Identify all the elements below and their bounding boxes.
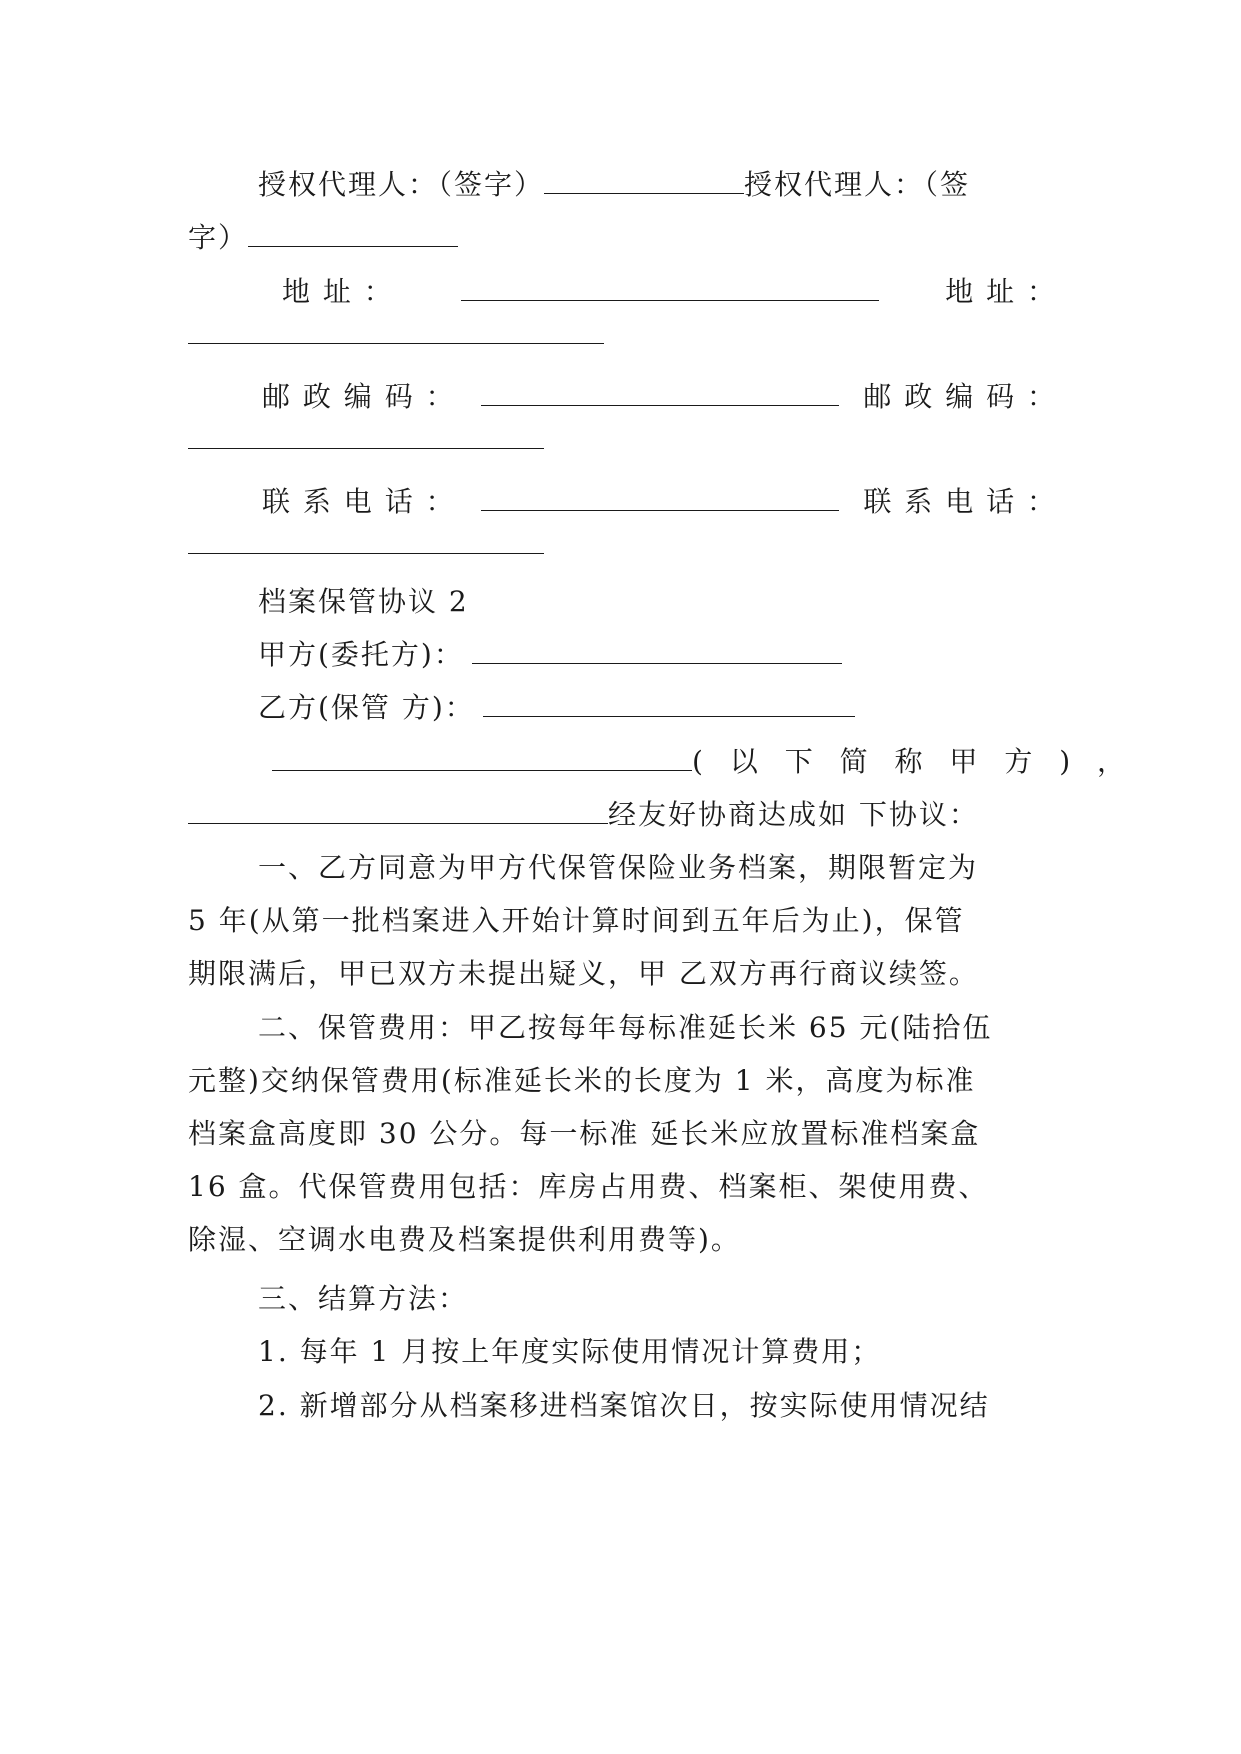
party-b-blank bbox=[483, 690, 855, 717]
clause3-title: 三、结算方法： bbox=[258, 1282, 469, 1315]
intro-end: 经友好协商达成如 下协议： bbox=[608, 798, 979, 831]
short-name-row bbox=[272, 742, 1135, 782]
postcode-blank-b bbox=[188, 422, 544, 449]
phone-row bbox=[262, 482, 1057, 522]
agent-signature-row bbox=[258, 165, 1058, 205]
address-label-a: 地 址 ： bbox=[282, 275, 394, 308]
phone-blank-b bbox=[188, 527, 544, 554]
short-name-blank bbox=[272, 744, 692, 771]
address-row bbox=[282, 272, 1057, 312]
party-a-row bbox=[258, 635, 1058, 675]
clause2-line-4: 16 盒。代保管费用包括：库房占用费、档案柜、架使用费、 bbox=[188, 1170, 989, 1203]
clause2-line-1: 二、保管费用：甲乙按每年每标准延长米 65 元(陆拾伍 bbox=[258, 1011, 993, 1044]
party-a-label: 甲方(委托方)： bbox=[258, 638, 464, 671]
clause1-line-3: 期限满后，甲已双方未提出疑义，甲 乙双方再行商议续签。 bbox=[188, 957, 979, 990]
phone-label-b: 联 系 电 话 ： bbox=[863, 485, 1057, 518]
clause2-line-5: 除湿、空调水电费及档案提供利用费等)。 bbox=[188, 1223, 741, 1256]
address-blank-b bbox=[188, 317, 604, 344]
agent-label-a: 授权代理人：（签字） bbox=[258, 168, 545, 201]
party-b-row bbox=[258, 688, 1058, 728]
intro-row bbox=[188, 795, 1058, 835]
address-blank-a bbox=[461, 274, 879, 301]
intro-blank bbox=[188, 797, 608, 824]
agent-blank-a bbox=[544, 167, 744, 194]
agent-label-b-cont: 字） bbox=[188, 221, 249, 254]
clause2-line-3: 档案盒高度即 30 公分。每一标准 延长米应放置标准档案盒 bbox=[188, 1117, 981, 1150]
phone-label-a: 联 系 电 话 ： bbox=[262, 485, 456, 518]
address-label-b: 地 址 ： bbox=[945, 275, 1057, 308]
postcode-label-b: 邮 政 编 码 ： bbox=[863, 380, 1057, 413]
short-name-a: ( 以 下 简 称 甲 方 ) ， bbox=[692, 745, 1135, 778]
phone-blank-a bbox=[481, 484, 839, 511]
postcode-row-cont bbox=[188, 420, 1058, 460]
clause1-line-2: 5 年(从第一批档案进入开始计算时间到五年后为止)，保管 bbox=[188, 904, 965, 937]
phone-row-cont bbox=[188, 525, 1058, 565]
party-a-blank bbox=[472, 637, 842, 664]
agent-blank-b bbox=[248, 220, 458, 247]
postcode-row bbox=[262, 377, 1057, 417]
agent-signature-row-cont bbox=[188, 218, 1058, 258]
party-b-label: 乙方(保管 方)： bbox=[258, 691, 475, 724]
clause3-item-2: 2. 新增部分从档案移进档案馆次日，按实际使用情况结 bbox=[258, 1389, 990, 1422]
clause2-line-2: 元整)交纳保管费用(标准延长米的长度为 1 米，高度为标准 bbox=[188, 1064, 976, 1097]
clause3-item-1: 1. 每年 1 月按上年度实际使用情况计算费用； bbox=[258, 1335, 882, 1368]
postcode-label-a: 邮 政 编 码 ： bbox=[262, 380, 456, 413]
agent-label-b: 授权代理人：（签 bbox=[744, 168, 971, 201]
clause1-line-1: 一、乙方同意为甲方代保管保险业务档案，期限暂定为 bbox=[258, 851, 979, 884]
address-row-cont bbox=[188, 315, 1058, 355]
agreement-title: 档案保管协议 2 bbox=[258, 585, 469, 618]
postcode-blank-a bbox=[481, 379, 839, 406]
